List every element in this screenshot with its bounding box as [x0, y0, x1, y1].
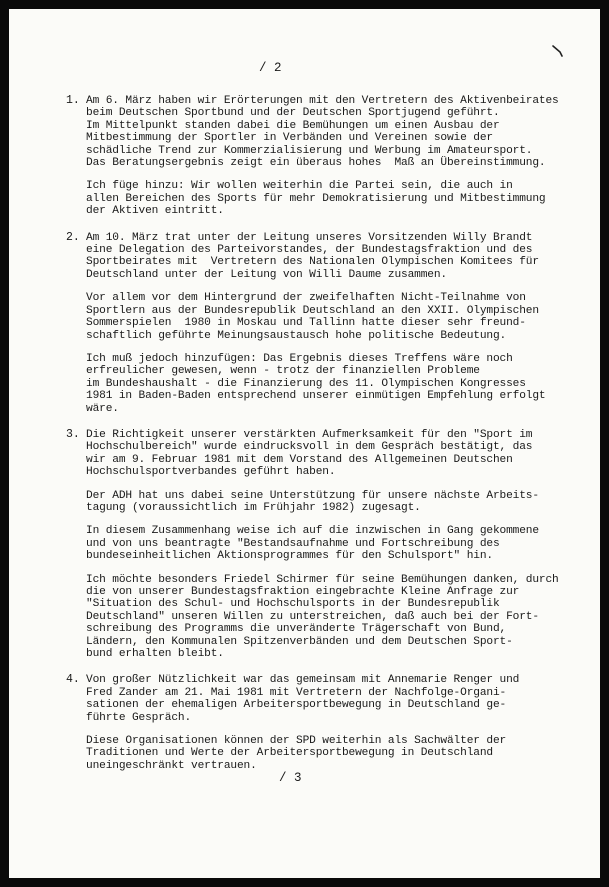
item-number: 1. [66, 94, 80, 107]
item-number: 3. [66, 427, 80, 441]
numbered-item [66, 429, 586, 661]
numbered-item [66, 95, 586, 218]
item-paragraph: Am 10. März trat unter der Leitung unseres Vorsitzenden Willy Brandt eine Delegation des Parteivorstandes, der Bundestagsfraktion und des Sportbeirates mit Vertretern des Nationalen Olympischen Komitees für Deutschland unter der Leitung von Willi Daume zusammen. [86, 231, 539, 281]
numbered-item [66, 674, 586, 772]
item-paragraph: Ich muß jedoch hinzufügen: Das Ergebnis dieses Treffens wäre noch erfreulicher gewesen, wenn - trotz der finanziellen Probleme im Bundeshaushalt - die Finanzierung des 11. Olympischen Kongresses 1981 in Baden-Baden entsprechend unserer einmütigen Empfehlung erfolgt wäre. [86, 352, 546, 415]
item-paragraph: Ich füge hinzu: Wir wollen weiterhin die Partei sein, die auch in allen Bereichen des Sports für mehr Demokratisierung und Mitbestimmung der Aktiven eintritt. [86, 180, 546, 218]
page-marker-top: / 2 [259, 61, 282, 75]
page-marker-bottom: / 3 [279, 771, 302, 785]
item-paragraph: Ich möchte besonders Friedel Schirmer für seine Bemühungen danken, durch die von unserer Bundestagsfraktion eingebrachte Kleine Anfrage zur "Situation des Schul- und Hochschulsports in der Bundesrepublik Deutschland" unseren Willen zu unterstreichen, daß auch bei der Fort- schreibung des Programms die unveränderte Trägerschaft von Bund, Ländern, den Kommunalen Spitzenverbänden und dem Deutschen Sport- bund erhalten bleibt. [86, 573, 559, 661]
item-paragraph: Am 6. März haben wir Erörterungen mit den Vertretern des Aktivenbeirates beim Deutschen Sportbund und der Deutschen Sportjugend geführt. Im Mittelpunkt standen dabei die Bemühungen um einen Ausbau der Mitbestimmung der Sportler in Verbänden und Vereinen sowie der schädliche Trend zur Kommerzialisierung und Werbung im Amateursport. Das Beratungsergebnis zeigt ein überaus hohes Maß an Übereinstimmung. [86, 95, 559, 170]
pen-mark-icon [552, 45, 564, 57]
item-number: 2. [66, 230, 80, 244]
item-paragraph: Vor allem vor dem Hintergrund der zweifelhaften Nicht-Teilnahme von Sportlern aus der Bundesrepublik Deutschland an den XXII. Olympischen Sommerspielen 1980 in Moskau und Tallinn hatte dieser sehr freund- schaftlich geführte Meinungsaustausch hohe politische Bedeutung. [86, 292, 539, 342]
item-number: 4. [66, 673, 80, 687]
item-paragraph: Von großer Nützlichkeit war das gemeinsam mit Annemarie Renger und Fred Zander am 21. Mai 1981 mit Vertretern der Nachfolge-Organi- sationen der ehemaligen Arbeitersportbewegung in Deutschland ge- führte Gespräch. [86, 674, 520, 724]
item-paragraph: Die Richtigkeit unserer verstärkten Aufmerksamkeit für den "Sport im Hochschulbereich" wurde eindrucksvoll in dem Gespräch bestätigt, das wir am 9. Februar 1981 mit dem Vorstand des Allgemeinen Deutschen Hochschulsportverbandes geführt haben. [86, 428, 533, 479]
document-page [9, 9, 600, 878]
document-body [66, 95, 586, 786]
numbered-item [66, 232, 586, 415]
item-paragraph: In diesem Zusammenhang weise ich auf die inzwischen in Gang gekommene und von uns beantragte "Bestandsaufnahme und Fortschreibung des bundeseinheitlichen Aktionsprogrammes für den Schulsport" hin. [86, 525, 539, 563]
item-paragraph: Der ADH hat uns dabei seine Unterstützung für unsere nächste Arbeits- tagung (voraussichtlich im Frühjahr 1982) zugesagt. [86, 489, 539, 514]
item-paragraph: Diese Organisationen können der SPD weiterhin als Sachwälter der Traditionen und Werte der Arbeitersportbewegung in Deutschland uneingeschränkt vertrauen. [86, 735, 507, 772]
